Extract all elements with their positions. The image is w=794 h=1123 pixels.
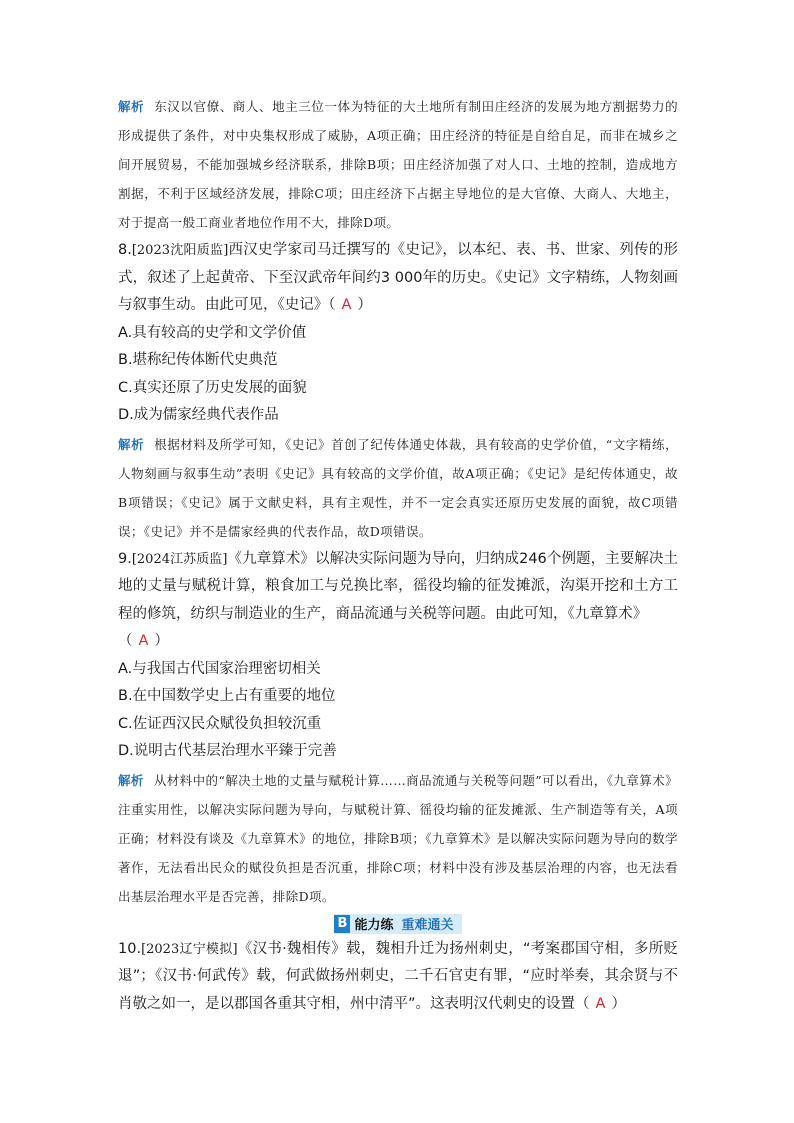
answer-mark: A xyxy=(138,633,149,649)
question-8-stem: 8.[2023沈阳质监]西汉史学家司马迁撰写的《史记》，以本纪、表、书、世家、列传的形式，叙述了上起黄帝、下至汉武帝年间约3 000年的历史。《史记》文字精练，人物刻画与叙事生动。由此可见，《史记》（ A ） xyxy=(118,242,678,313)
explanation-q9: 解析 从材料中的“解决土地的丈量与赋税计算……商品流通与关税等问题”可以看出，《九章算术》注重实用性，以解决实际问题为导向，与赋税计算、徭役均输的征发摊派、生产制造等有关，A项正确；材料没有谈及《九章算术》的地位，排除B项；《九章算术》是以解决实际问题为导向的数学著作，无法看出民众的赋役负担是否沉重，排除C项；材料中没有涉及基层治理的内容，也无法看出基层治理水平是否完善，排除D项。 xyxy=(118,772,678,904)
option-b: B.在中国数学史上占有重要的地位 xyxy=(118,688,336,704)
question-source: [2024江苏质监] xyxy=(131,551,228,567)
question-9-stem: 9.[2024江苏质监]《九章算术》以解决实际问题为导向，归纳成246个例题，主要解决土地的丈量与赋税计算，粮食加工与兑换比率，徭役均输的征发摊派，沟渠开挖和土方工程的修筑，纺织与制造业的生产，商品流通与关税等问题。由此可知，《九章算术》 （ A ） xyxy=(118,550,678,649)
option-a: A.具有较高的史学和文学价值 xyxy=(118,324,307,341)
option-d: D.成为儒家经典代表作品 xyxy=(118,407,279,423)
option-b: B.堪称纪传体断代史典范 xyxy=(118,352,278,368)
section-label: 能力练 xyxy=(354,918,394,933)
answer-mark: A xyxy=(595,995,606,1012)
explanation-q8: 解析 根据材料及所学可知，《史记》首创了纪传体通史体裁，具有较高的史学价值，“文字精练，人物刻画与叙事生动”表明《史记》具有较高的文学价值，故A项正确；《史记》是纪传体通史，故B项错误；《史记》属于文献史料，具有主观性，并不一定会真实还原历史发展的面貌，故C项错误；《史记》并不是儒家经典的代表作品，故D项错误。 xyxy=(118,436,678,539)
section-badge: B xyxy=(334,915,350,933)
question-source: [2023沈阳质监] xyxy=(131,243,229,258)
option-c: C.佐证西汉民众赋役负担较沉重 xyxy=(118,715,322,732)
option-c: C.真实还原了历史发展的面貌 xyxy=(118,379,307,396)
section-header-wrap xyxy=(118,914,678,934)
explanation-label: 解析 xyxy=(118,772,144,788)
question-10-stem: 10.[2023辽宁模拟]《汉书·魏相传》载，魏相升迁为扬州刺史，“考案郡国守相，多所贬退”；《汉书·何武传》载，何武做扬州刺史，二千石官吏有罪，“应时举奏，其余贤与不肖敬之如一，是以郡国各重其守相，州中清平”。这表明汉代刺史的设置（ A ） xyxy=(118,940,678,1012)
option-a: A.与我国古代国家治理密切相关 xyxy=(118,660,321,677)
explanation-label: 解析 xyxy=(118,436,145,452)
section-subtitle: 重难通关 xyxy=(401,918,454,933)
section-header xyxy=(334,914,461,934)
explanation-label: 解析 xyxy=(118,99,145,114)
document-page xyxy=(118,92,678,1018)
answer-mark: A xyxy=(341,297,352,313)
question-source: [2023辽宁模拟] xyxy=(141,941,238,957)
explanation-q7: 解析 东汉以官僚、商人、地主三位一体为特征的大土地所有制田庄经济的发展为地方割据势力的形成提供了条件，对中央集权形成了威胁，A项正确；田庄经济的特征是自给自足，而非在城乡之间开展贸易，不能加强城乡经济联系，排除B项；田庄经济加强了对人口、土地的控制，造成地方割据，不利于区域经济发展，排除C项；田庄经济下占据主导地位的是大官僚、大商人、大地主，对于提高一般工商业者地位作用不大，排除D项。 xyxy=(118,99,678,230)
option-d: D.说明古代基层治理水平臻于完善 xyxy=(118,743,337,759)
